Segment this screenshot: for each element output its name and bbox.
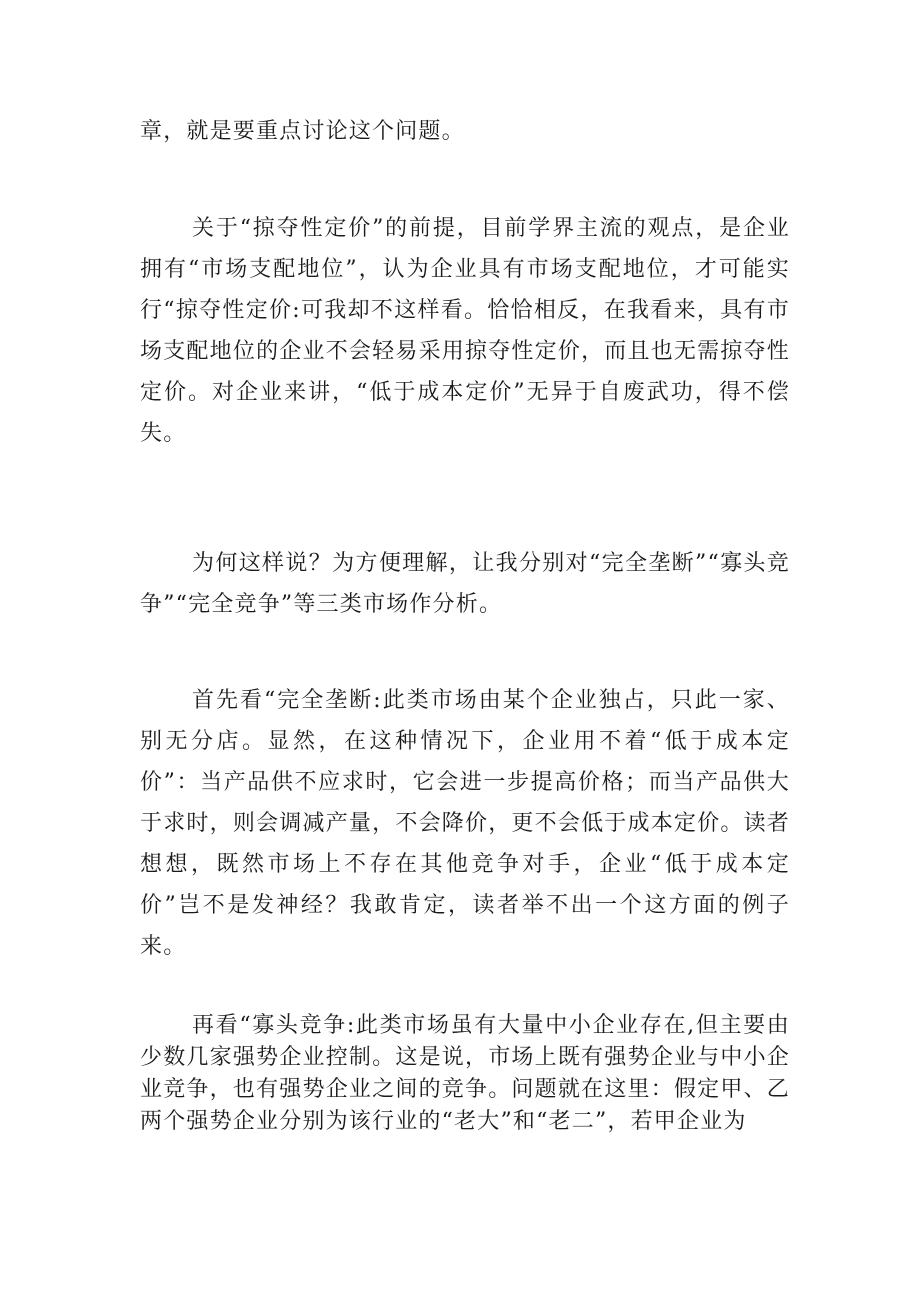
paragraph-three-markets: 为何这样说？为方便理解，让我分别对“完全垄断”“寡头竞争”“完全竞争”等三类市场作分析。: [140, 551, 790, 617]
paragraph-complete-monopoly: 首先看“完全垄断:此类市场由某个企业独占，只此一家、别无分店。显然，在这种情况下，企业用不着“低于成本定价”：当产品供不应求时，它会进一步提高价格；而当产品供大于求时，则会调减产量，不会降价，更不会低于成本定价。读者想想，既然市场上不存在其他竞争对手，企业“低于成本定价”岂不是发神经？我敢肯定，读者举不出一个这方面的例子来。: [140, 688, 790, 959]
paragraph-continuation: 章，就是要重点讨论这个问题。: [140, 119, 465, 144]
paragraph-oligopoly: 再看“寡头竞争:此类市场虽有大量中小企业存在,但主要由少数几家强势企业控制。这是说，市场上既有强势企业与中小企业竞争，也有强势企业之间的竞争。问题就在这里：假定甲、乙两个强势企业分别为该行业的“老大”和“老二”，若甲企业为: [140, 1013, 790, 1134]
paragraph-predatory-pricing-premise: 关于“掠夺性定价”的前提，目前学界主流的观点，是企业拥有“市场支配地位”，认为企业具有市场支配地位，才可能实行“掠夺性定价:可我却不这样看。恰恰相反，在我看来，具有市场支配地位的企业不会轻易采用掠夺性定价，而且也无需掠夺性定价。对企业来讲，“低于成本定价”无异于自废武功，得不偿失。: [140, 216, 790, 446]
